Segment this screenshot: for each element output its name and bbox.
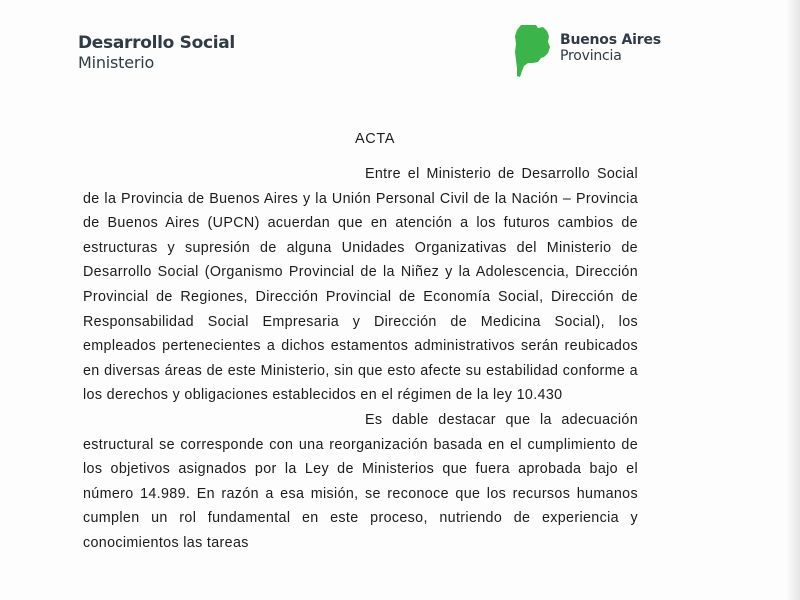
text-line: proceso, nutriendo de experiencia y conocimientos las tareas: [83, 510, 638, 551]
text-line: Entre el Ministerio de Desarrollo: [365, 166, 597, 182]
text-line: Nación – Provincia de Buenos Aires (UPCN) acuerdan que en atención a: [83, 190, 638, 232]
text-line: Dirección Provincial de Economía Social, Dirección de Responsabilidad: [83, 288, 639, 330]
text-line: conforme a los derechos y obligaciones establecidos en el régimen de la: [83, 362, 638, 404]
buenos-aires-province-map-icon: [514, 22, 550, 78]
text-line: que fuera aprobada bajo el número 14.989. En razón a esa misión, se: [83, 461, 638, 502]
logo-line-1: Buenos Aires: [560, 32, 661, 48]
text-line: reconoce que los recursos humanos cumplen un rol fundamental en este: [83, 485, 638, 527]
document-title: ACTA: [355, 131, 395, 147]
text-line: pertenecientes a dichos estamentos administrativos serán reubicados: [162, 338, 638, 355]
text-line: de la Niñez y la Adolescencia, Dirección Provincial de Regiones,: [83, 264, 639, 305]
department-name: Ministerio: [78, 53, 155, 72]
page-edge-shadow: [786, 0, 800, 600]
province-logo: [514, 22, 661, 78]
paragraph-2: [83, 408, 638, 556]
text-line: adecuación estructural se corresponde con una reorganización basada: [83, 411, 638, 453]
text-line: Es dable destacar que la: [365, 411, 562, 428]
text-line: Organizativas del Ministerio de Desarrollo Social (Organismo Provincial: [83, 239, 638, 281]
text-line: en diversas áreas de este Ministerio, sin que esto afecte su estabilidad: [83, 362, 563, 379]
ministry-header: [78, 33, 235, 73]
text-line: los futuros cambios de estructuras y supresión de alguna Unidades: [83, 215, 638, 256]
paragraph-1: [83, 162, 638, 408]
province-logo-text: [560, 32, 661, 64]
document-body: [83, 162, 638, 556]
text-line: Social Empresaria y Dirección de Medicina Social), los empleados: [83, 313, 638, 355]
organization-name: Desarrollo Social: [78, 33, 235, 53]
text-line: en el cumplimiento de los objetivos asignados por la Ley de Ministerios: [83, 436, 638, 478]
logo-line-2: Provincia: [560, 48, 622, 64]
text-line: Social de la Provincia de Buenos Aires y la Unión Personal Civil de la: [83, 166, 638, 207]
text-line: ley 10.430: [492, 387, 563, 404]
